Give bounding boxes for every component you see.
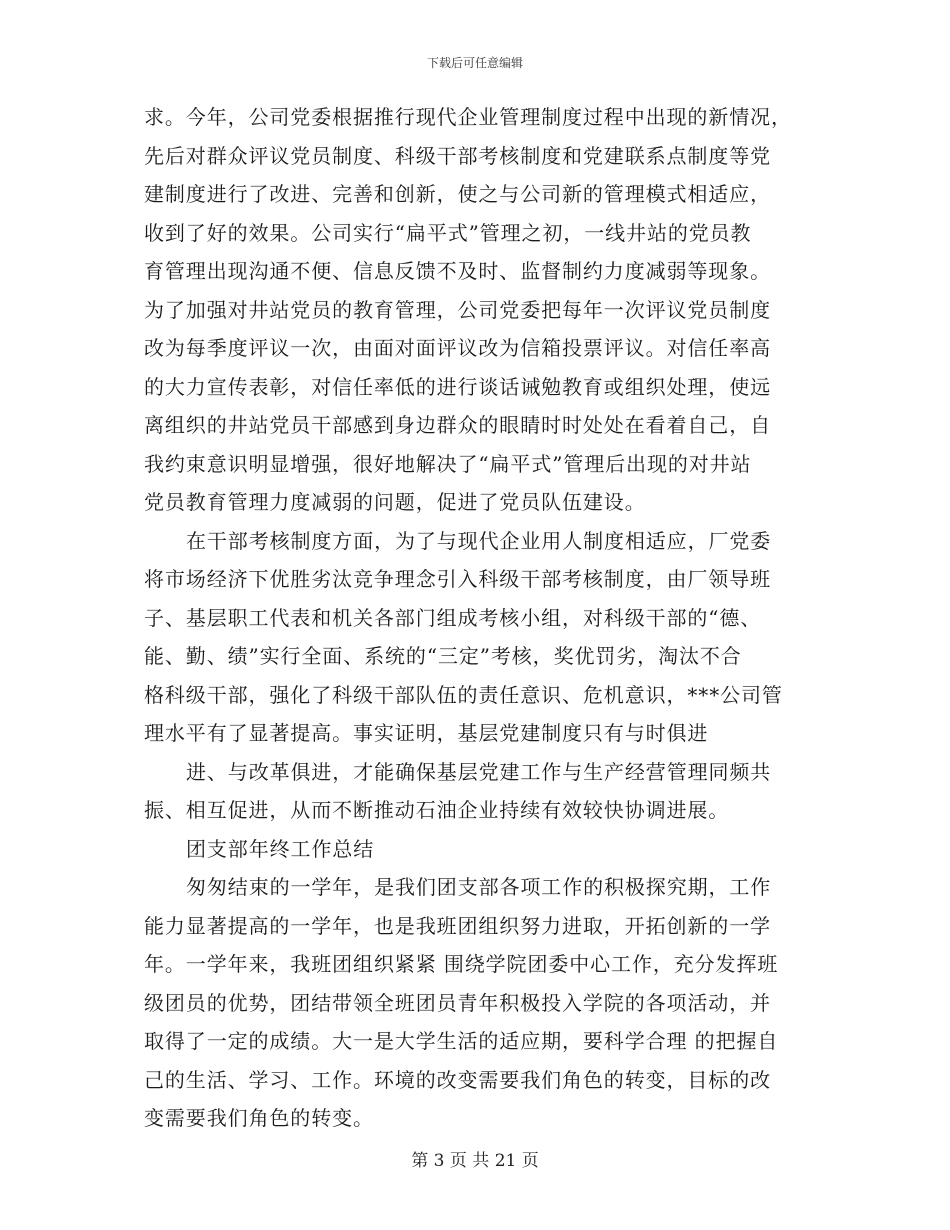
text-line: 级团员的优势，团结带领全班团员青年积极投入学院的各项活动，并 [144, 990, 771, 1015]
section-heading: 团支部年终工作总结 [186, 836, 375, 861]
text-line: 的大力宣传表彰，对信任率低的进行谈话诫勉教育或组织处理，使远 [144, 374, 771, 399]
text-line: 子、基层职工代表和机关各部门组成考核小组，对科级干部的“德、 [144, 605, 762, 630]
text-line: 离组织的井站党员干部感到身边群众的眼睛时时处处在看着自己，自 [144, 413, 771, 437]
text-line: 育管理出现沟通不便、信息反馈不及时、监督制约力度减弱等现象。 [144, 259, 771, 283]
text-line: 党员教育管理力度减弱的问题，促进了党员队伍建设。 [144, 490, 646, 514]
text-line: 求。今年，公司党委根据推行现代企业管理制度过程中出现的新情况， [144, 105, 792, 129]
text-line: 为了加强对井站党员的教育管理，公司党委把每年一次评议党员制度 [144, 297, 771, 322]
text-line: 建制度进行了改进、完善和创新，使之与公司新的管理模式相适应， [144, 182, 771, 206]
page-number-footer: 第 3 页 共 21 页 [411, 1151, 539, 1171]
paragraph-start: 进、与改革俱进，才能确保基层党建工作与生产经营管理同频共 [186, 759, 772, 784]
text-line: 振、相互促进，从而不断推动石油企业持续有效较快协调进展。 [144, 798, 730, 822]
text-line: 格科级干部，强化了科级干部队伍的责任意识、危机意识，***公司管 [144, 682, 783, 707]
paragraph-start: 在干部考核制度方面，为了与现代企业用人制度相适应，厂党委 [186, 528, 772, 553]
text-line: 将市场经济下优胜劣汰竞争理念引入科级干部考核制度，由厂领导班 [144, 567, 771, 591]
text-line: 年。一学年来，我班团组织紧紧 围绕学院团委中心工作，充分发挥班 [144, 952, 779, 976]
text-line: 能力显著提高的一学年，也是我班团组织努力进取，开拓创新的一学 [144, 913, 771, 938]
text-line: 取得了一定的成绩。大一是大学生活的适应期，要科学合理 的把握自 [144, 1029, 779, 1053]
text-line: 改为每季度评议一次，由面对面评议改为信箱投票评议。对信任率高 [144, 336, 771, 360]
text-line: 能、勤、绩”实行全面、系统的“三定”考核，奖优罚劣，淘汰不合 [144, 644, 742, 668]
text-line: 先后对群众评议党员制度、科级干部考核制度和党建联系点制度等党 [144, 143, 771, 168]
text-line: 理水平有了显著提高。事实证明，基层党建制度只有与时俱进 [144, 721, 709, 745]
page-header: 下载后可任意编辑 [426, 56, 523, 70]
paragraph-start: 匆匆结束的一学年，是我们团支部各项工作的积极探究期，工作 [186, 875, 772, 899]
text-line: 收到了好的效果。公司实行“扁平式”管理之初，一线井站的党员教 [144, 220, 752, 245]
text-line: 我约束意识明显增强，很好地解决了“扁平式”管理后出现的对井站 [144, 451, 752, 476]
text-line: 变需要我们角色的转变。 [144, 1106, 374, 1130]
text-line: 己的生活、学习、工作。环境的改变需要我们角色的转变，目标的改 [144, 1067, 771, 1092]
document-body [144, 98, 806, 1138]
